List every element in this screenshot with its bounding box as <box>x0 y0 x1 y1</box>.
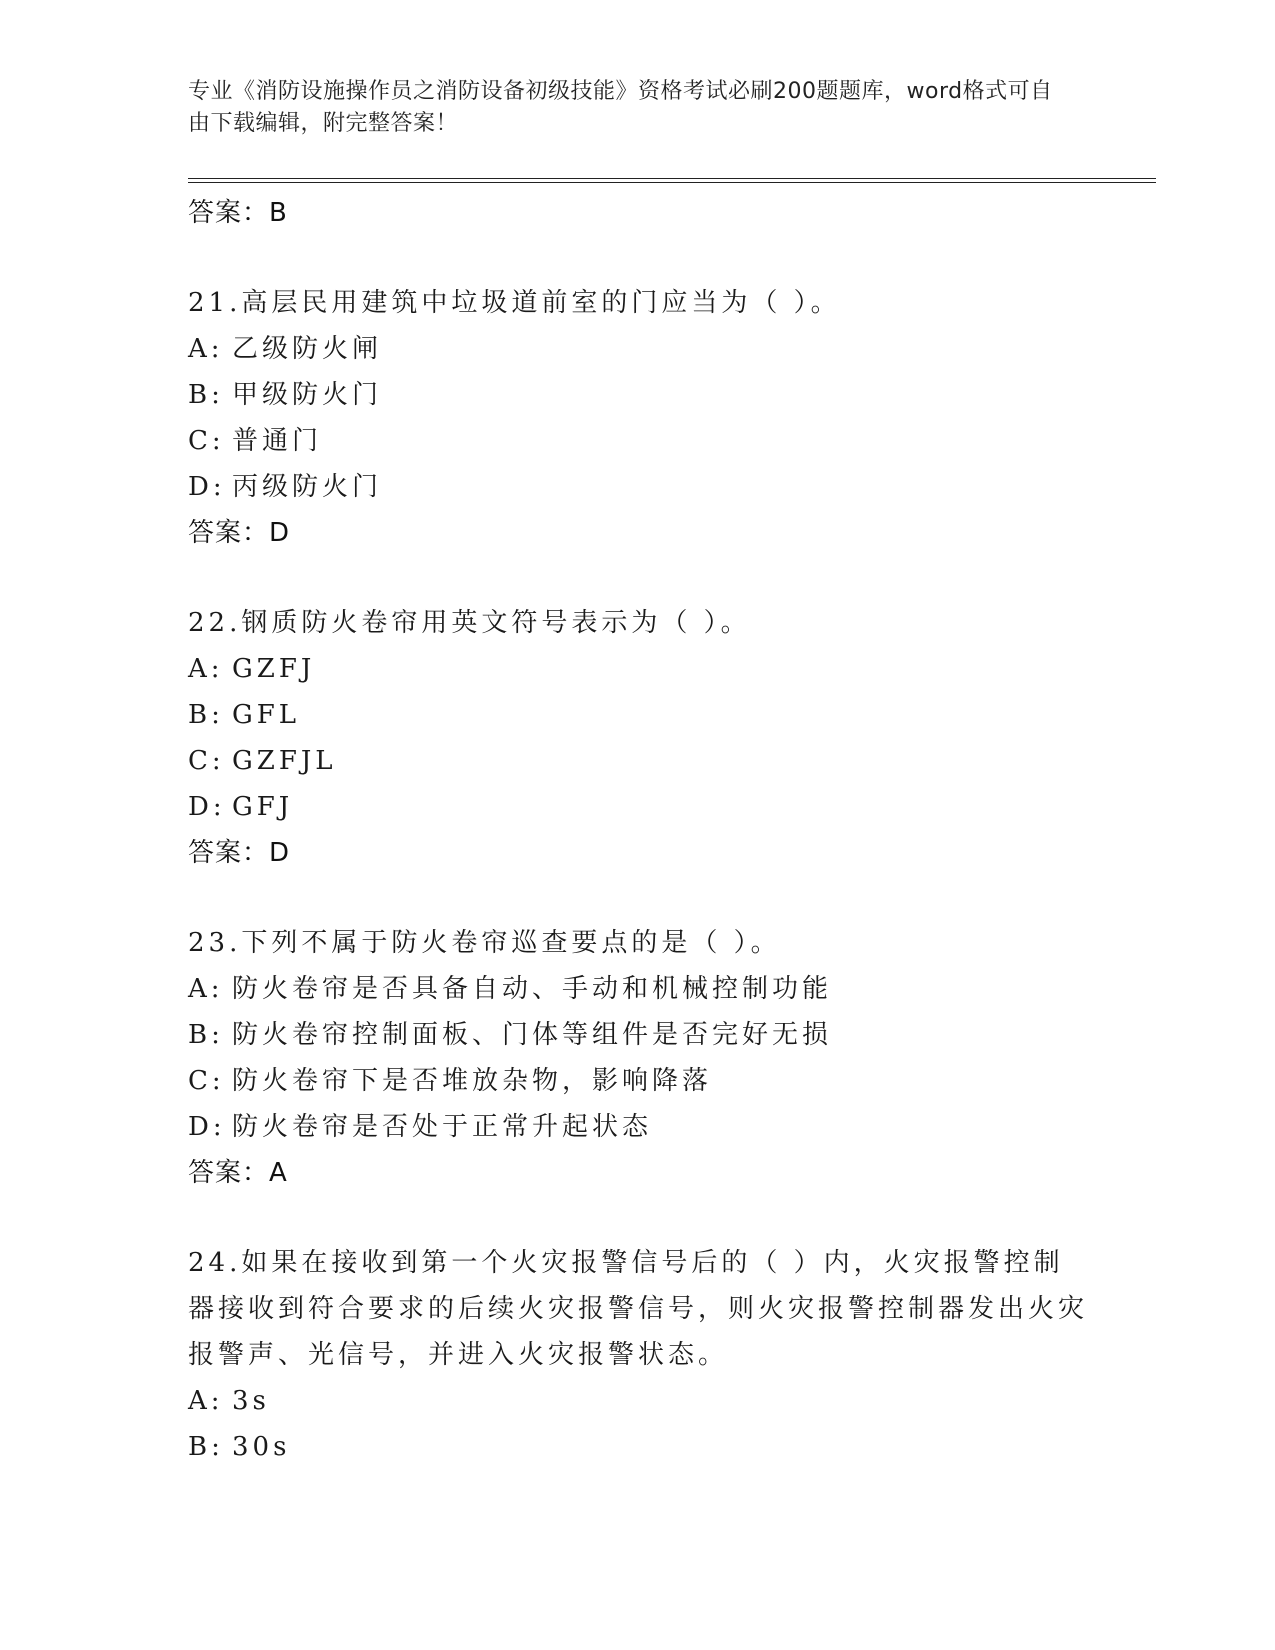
option-text: 3s <box>232 1386 270 1416</box>
option-b <box>188 372 1088 418</box>
question-list <box>188 190 1088 1470</box>
option-text: GZFJ <box>232 654 316 684</box>
option-label: A: <box>188 654 224 684</box>
answer-line: 答案：D <box>188 838 291 868</box>
question-text: 21.高层民用建筑中垃圾道前室的门应当为（ ）。 <box>188 288 841 318</box>
option-text: 防火卷帘控制面板、门体等组件是否完好无损 <box>232 1020 833 1050</box>
document-header: 专业《消防设施操作员之消防设备初级技能》资格考试必刷200题题库，word格式可自由下载编辑，附完整答案！ <box>188 79 1053 136</box>
option-text: 丙级防火门 <box>232 472 383 502</box>
option-label: D: <box>188 792 226 822</box>
question-text: 24.如果在接收到第一个火灾报警信号后的（ ）内，火灾报警控制器接收到符合要求的后续火灾报警信号，则火灾报警控制器发出火灾报警声、光信号，并进入火灾报警状态。 <box>188 1248 1089 1370</box>
question-text: 22.钢质防火卷帘用英文符号表示为（ ）。 <box>188 608 751 638</box>
option-label: B: <box>188 380 224 410</box>
option-a <box>188 326 1088 372</box>
question-23 <box>188 920 1088 1196</box>
option-label: A: <box>188 974 224 1004</box>
answer-line: 答案：D <box>188 518 291 548</box>
option-b <box>188 1424 1088 1470</box>
option-a <box>188 646 1088 692</box>
option-label: B: <box>188 700 224 730</box>
option-label: C: <box>188 426 225 456</box>
answer-line: 答案：A <box>188 1158 288 1188</box>
option-text: 30s <box>232 1432 291 1462</box>
option-label: B: <box>188 1020 224 1050</box>
question-24 <box>188 1240 1088 1470</box>
option-text: 乙级防火闸 <box>232 334 383 364</box>
option-label: A: <box>188 1386 224 1416</box>
option-a <box>188 1378 1088 1424</box>
option-d <box>188 1104 1088 1150</box>
option-label: A: <box>188 334 224 364</box>
header-rule-bottom <box>188 182 1156 183</box>
option-label: C: <box>188 1066 225 1096</box>
question-21 <box>188 280 1088 556</box>
option-c <box>188 418 1088 464</box>
answer-line: 答案：B <box>188 198 288 228</box>
option-label: C: <box>188 746 225 776</box>
header-rule-top <box>188 178 1156 179</box>
option-text: 防火卷帘下是否堆放杂物，影响降落 <box>232 1066 713 1096</box>
option-c <box>188 738 1088 784</box>
option-c <box>188 1058 1088 1104</box>
option-d <box>188 464 1088 510</box>
option-text: GZFJL <box>232 746 337 776</box>
option-b <box>188 1012 1088 1058</box>
option-text: GFJ <box>232 792 294 822</box>
option-label: D: <box>188 472 226 502</box>
option-label: B: <box>188 1432 224 1462</box>
question-22 <box>188 600 1088 876</box>
option-text: 甲级防火门 <box>232 380 383 410</box>
option-label: D: <box>188 1112 226 1142</box>
question-text: 23.下列不属于防火卷帘巡查要点的是（ ）。 <box>188 928 781 958</box>
option-a <box>188 966 1088 1012</box>
option-d <box>188 784 1088 830</box>
option-text: 普通门 <box>232 426 323 456</box>
option-b <box>188 692 1088 738</box>
option-text: 防火卷帘是否具备自动、手动和机械控制功能 <box>232 974 833 1004</box>
option-text: GFL <box>232 700 301 730</box>
option-text: 防火卷帘是否处于正常升起状态 <box>232 1112 653 1142</box>
